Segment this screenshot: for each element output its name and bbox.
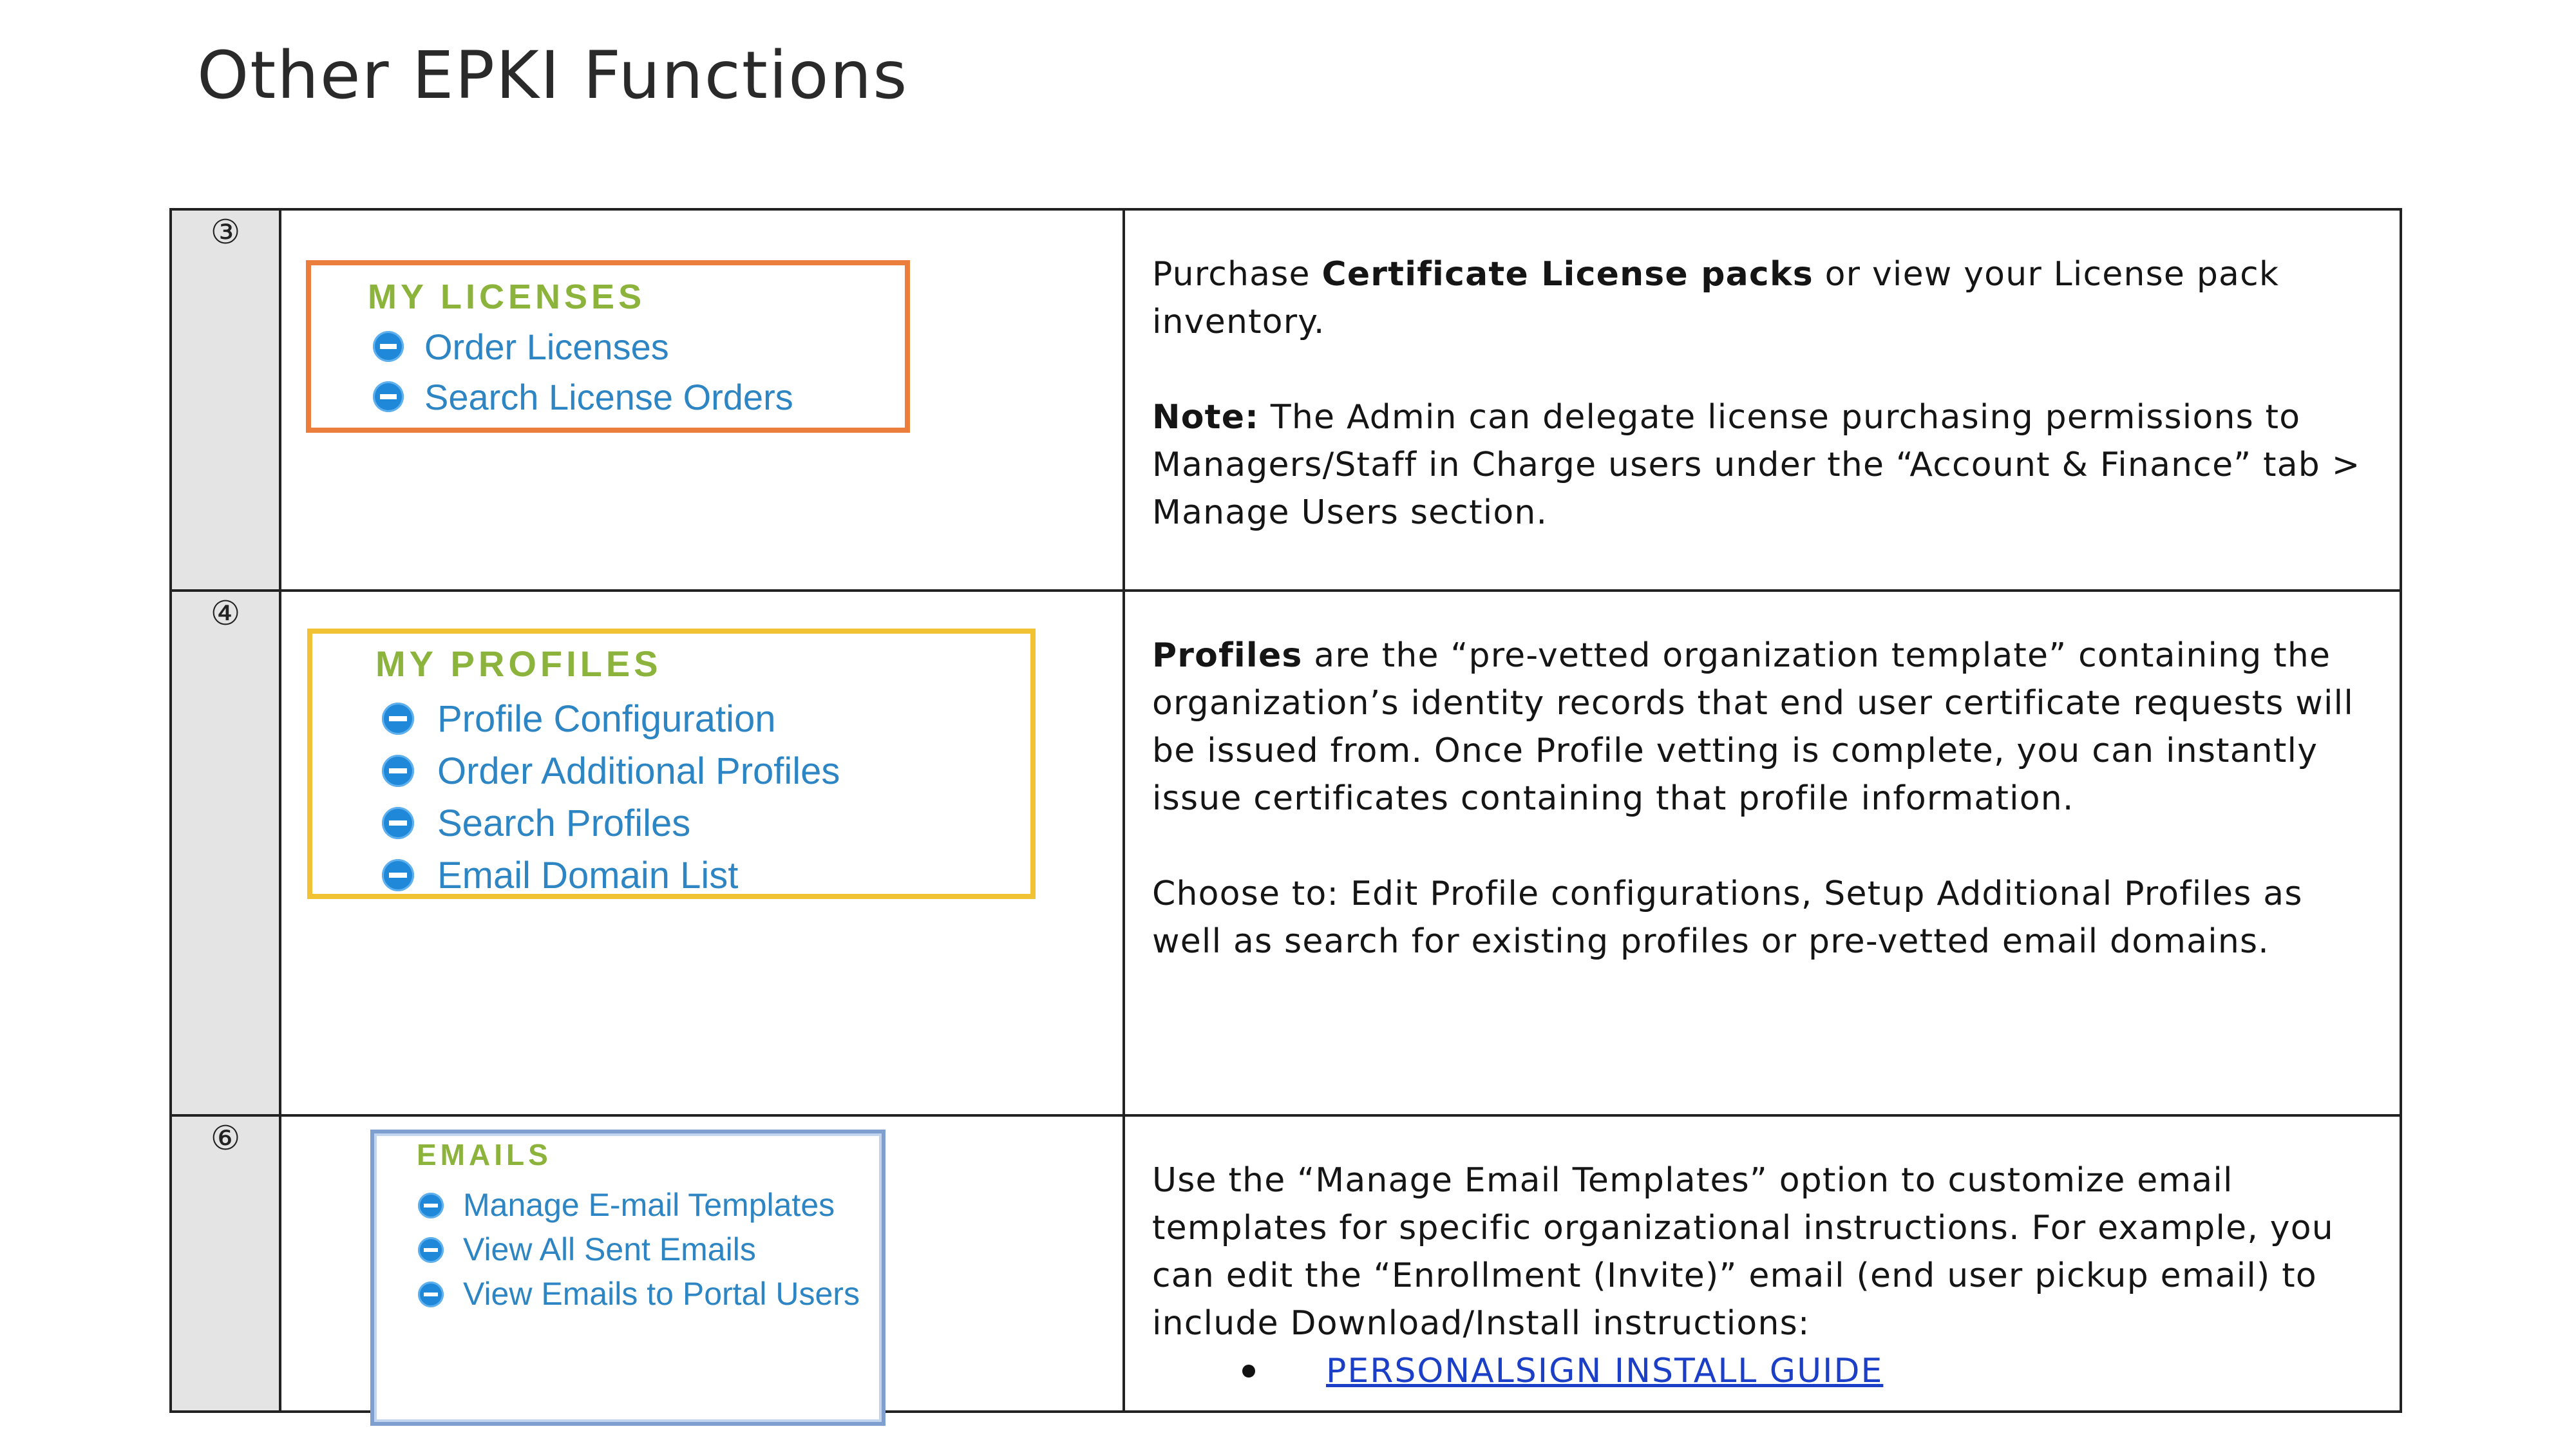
bold-text: Profiles <box>1152 636 1303 675</box>
arrow-circle-icon <box>418 1237 444 1263</box>
menu-item-view-all-sent-emails[interactable] <box>418 1228 869 1271</box>
menu-item-label: Profile Configuration <box>437 698 776 740</box>
description-cell <box>1124 591 2401 1115</box>
arrow-circle-icon <box>382 859 414 891</box>
menu-item-label: View All Sent Emails <box>463 1231 756 1267</box>
menu-image-cell <box>280 1115 1124 1412</box>
row-number: ③ <box>210 213 241 252</box>
menu-title: EMAILS <box>417 1138 552 1171</box>
menu-item-label: Email Domain List <box>437 855 739 896</box>
arrow-circle-icon <box>373 331 404 362</box>
menu-title: MY PROFILES <box>375 643 662 684</box>
note-paragraph: Note: The Admin can delegate license purchasing permissions to Managers/Staff in Charge users under the “Account & Finance” tab > Manage Users section. <box>1152 398 2361 532</box>
description-paragraph: Purchase Certificate License packs or view your License pack inventory. <box>1152 255 2280 341</box>
row-number-cell <box>171 1115 280 1412</box>
row-number: ④ <box>210 594 241 633</box>
description-paragraph: Profiles are the “pre-vetted organization template” containing the organization’s identity records that end user certificate requests will be issued from. Once Profile vetting is complete, you can instantly issue certificates containing that profile information. <box>1152 636 2354 818</box>
menu-item-label: Search License Orders <box>424 377 793 417</box>
menu-list <box>418 1184 869 1317</box>
table-row <box>171 591 2401 1115</box>
menu-item-label: Search Profiles <box>437 802 691 844</box>
menu-item-email-domain-list[interactable] <box>382 849 840 902</box>
menu-item-search-profiles[interactable] <box>382 797 840 849</box>
row-number-cell <box>171 591 280 1115</box>
my-profiles-menu <box>307 629 1036 899</box>
link-list <box>1152 1347 2367 1395</box>
list-item <box>1152 1347 2367 1395</box>
menu-item-profile-configuration[interactable] <box>382 693 840 745</box>
row-number-cell <box>171 209 280 591</box>
menu-item-view-emails-to-portal-users[interactable] <box>418 1273 869 1316</box>
menu-title: MY LICENSES <box>368 278 646 316</box>
menu-item-label: Order Licenses <box>424 327 669 367</box>
menu-item-label: Manage E-mail Templates <box>463 1187 835 1223</box>
note-label: Note: <box>1152 398 1260 437</box>
menu-list <box>382 693 840 902</box>
menu-list <box>373 322 793 422</box>
menu-item-manage-email-templates[interactable] <box>418 1184 869 1227</box>
page-title: Other EPKI Functions <box>197 37 909 114</box>
menu-image-cell <box>280 209 1124 591</box>
menu-item-search-license-orders[interactable] <box>373 372 793 422</box>
arrow-circle-icon <box>382 755 414 787</box>
description-paragraph: Use the “Manage Email Templates” option to customize email templates for specific organizational instructions. For example, you can edit the “Enrollment (Invite)” email (end user pickup email) to include Download/Install instructions: <box>1152 1161 2334 1343</box>
menu-image-cell <box>280 591 1124 1115</box>
description-paragraph: Choose to: Edit Profile configurations, Setup Additional Profiles as well as search for existing profiles or pre-vetted email domains. <box>1152 875 2303 961</box>
menu-item-label: View Emails to Portal Users <box>463 1276 860 1312</box>
bold-text: Certificate License packs <box>1321 255 1814 294</box>
arrow-circle-icon <box>382 703 414 735</box>
my-licenses-menu <box>306 260 910 433</box>
arrow-circle-icon <box>418 1282 444 1307</box>
arrow-circle-icon <box>373 381 404 412</box>
personalsign-install-guide-link[interactable]: PERSONALSIGN INSTALL GUIDE <box>1326 1352 1884 1390</box>
functions-table <box>169 208 2402 1413</box>
table-row <box>171 209 2401 591</box>
table-row <box>171 1115 2401 1412</box>
menu-item-order-licenses[interactable] <box>373 322 793 372</box>
arrow-circle-icon <box>418 1193 444 1218</box>
arrow-circle-icon <box>382 807 414 839</box>
row-number: ⑥ <box>210 1119 241 1158</box>
description-cell <box>1124 209 2401 591</box>
description-cell <box>1124 1115 2401 1412</box>
emails-menu <box>370 1130 886 1426</box>
menu-item-label: Order Additional Profiles <box>437 750 840 792</box>
menu-item-order-additional-profiles[interactable] <box>382 745 840 797</box>
bullet-dot-icon <box>1242 1365 1255 1378</box>
